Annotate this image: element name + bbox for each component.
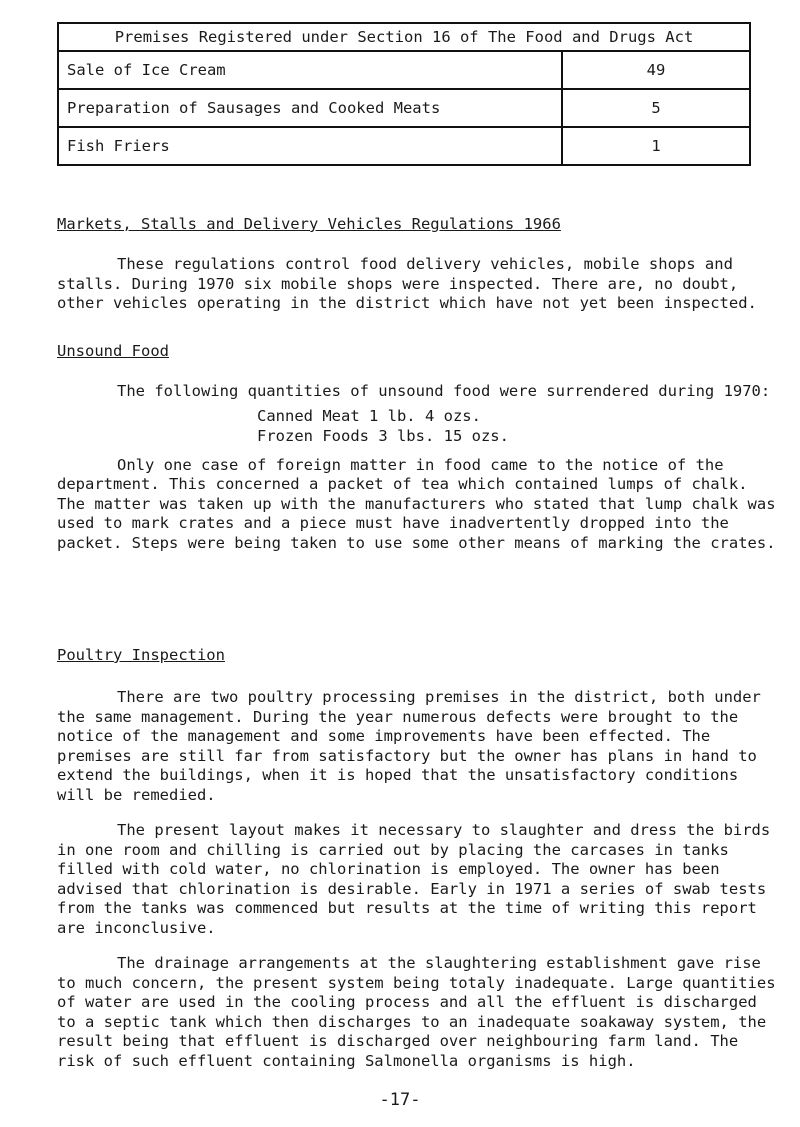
table-row xyxy=(58,89,750,127)
row-label: Sale of Ice Cream xyxy=(58,51,562,89)
premises-table xyxy=(57,22,751,166)
row-value: 1 xyxy=(562,127,750,165)
unsound-section xyxy=(57,342,777,553)
table-header: Premises Registered under Section 16 of The Food and Drugs Act xyxy=(58,23,750,51)
poultry-heading: Poultry Inspection xyxy=(57,646,225,664)
poultry-para-2: The present layout makes it necessary to slaughter and dress the birds in one room and chilling is carried out by placing the carcases in tanks filled with cold water, no chlorination is employed. The owner has been advised that chlorination is desirable. Early in 1971 a series of swab tests from the tanks was commenced but results at the time of writing this report are inconclusive. xyxy=(57,821,771,937)
unsound-intro: The following quantities of unsound food were surrendered during 1970: xyxy=(117,382,771,400)
row-value: 5 xyxy=(562,89,750,127)
markets-heading: Markets, Stalls and Delivery Vehicles Regulations 1966 xyxy=(57,215,561,233)
unsound-heading: Unsound Food xyxy=(57,342,169,360)
row-label: Fish Friers xyxy=(58,127,562,165)
markets-section xyxy=(57,215,777,314)
row-label: Preparation of Sausages and Cooked Meats xyxy=(58,89,562,127)
table-row xyxy=(58,127,750,165)
list-item: Canned Meat 1 lb. 4 ozs. xyxy=(257,406,481,425)
markets-body: These regulations control food delivery vehicles, mobile shops and stalls. During 1970 six mobile shops were inspected. There are, no doubt, other vehicles operating in the district which have not yet been inspected. xyxy=(57,255,757,312)
unsound-items xyxy=(57,406,777,446)
table-row xyxy=(58,51,750,89)
list-item: Frozen Foods 3 lbs. 15 ozs. xyxy=(257,426,509,445)
table-header-row xyxy=(58,23,750,51)
poultry-para-1: There are two poultry processing premises in the district, both under the same management. During the year numerous defects were brought to the notice of the management and some improvements have been effected. The premises are still far from satisfactory but the owner has plans in hand to extend the buildings, when it is hoped that the unsatisfactory conditions will be remedied. xyxy=(57,688,761,804)
row-value: 49 xyxy=(562,51,750,89)
poultry-section xyxy=(57,646,777,1071)
page-number: -17- xyxy=(379,1090,421,1110)
poultry-para-3: The drainage arrangements at the slaughtering establishment gave rise to much concern, the present system being totaly inadequate. Large quantities of water are used in the cooling process and all the effluent is discharged to a septic tank which then discharges to an inadequate soakaway system, the result being that effluent is discharged over neighbouring farm land. The risk of such effluent containing Salmonella organisms is high. xyxy=(57,954,776,1070)
unsound-body: Only one case of foreign matter in food came to the notice of the department. This concerned a packet of tea which contained lumps of chalk. The matter was taken up with the manufacturers who stated that lump chalk was used to mark crates and a piece must have inadvertently dropped into the packet. Steps were being taken to use some other means of marking the crates. xyxy=(57,455,776,552)
